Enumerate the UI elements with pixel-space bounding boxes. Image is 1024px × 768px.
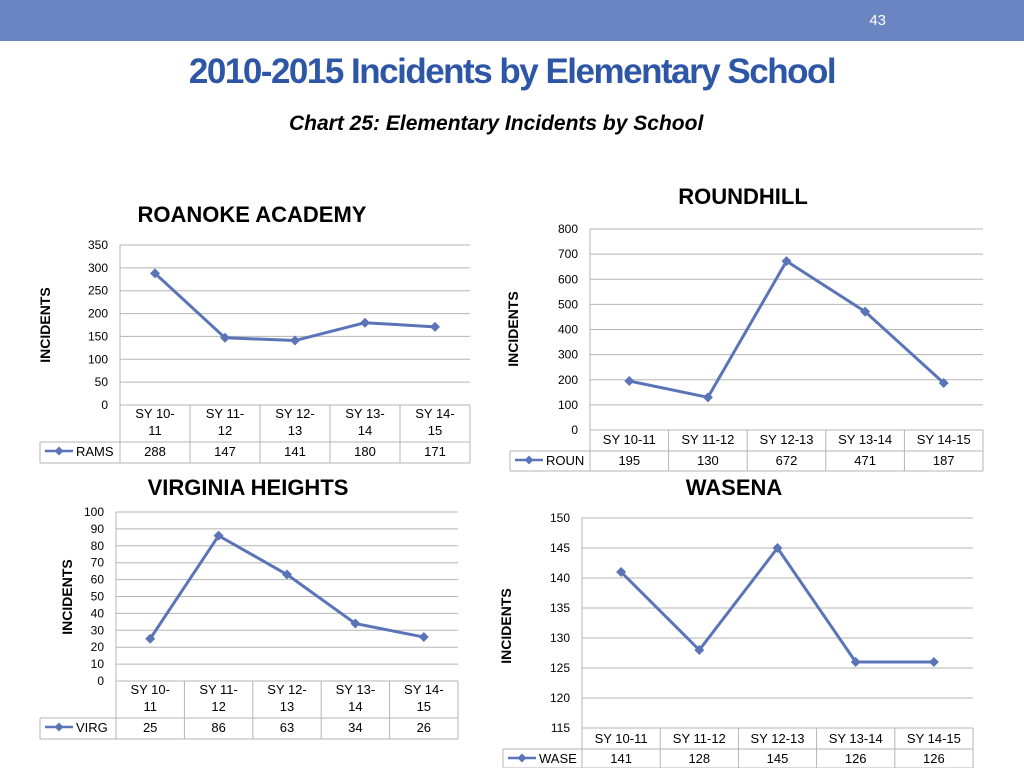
y-tick-label: 40	[90, 606, 104, 621]
y-tick-label: 500	[557, 297, 578, 312]
y-axis-label: INCIDENTS	[37, 287, 53, 363]
x-tick-label: SY 10-11	[594, 731, 648, 746]
x-tick-label: 13	[287, 423, 303, 438]
data-table-value: 128	[688, 751, 711, 766]
x-tick-label: SY 10-	[130, 682, 170, 697]
slide-subtitle: Chart 25: Elementary Incidents by School	[289, 112, 704, 135]
x-tick-label: SY 14-	[415, 406, 455, 421]
y-tick-label: 200	[557, 372, 578, 387]
y-tick-label: 60	[90, 572, 104, 587]
x-tick-label: 11	[148, 423, 162, 438]
y-tick-label: 140	[549, 571, 570, 585]
y-tick-label: 0	[97, 674, 104, 688]
x-tick-label: SY 12-13	[759, 432, 814, 447]
y-tick-label: 200	[87, 306, 108, 321]
y-tick-label: 50	[94, 375, 108, 390]
x-tick-label: SY 12-	[275, 406, 315, 421]
x-tick-label: SY 11-	[205, 406, 245, 421]
legend-label: ROUN	[546, 453, 585, 468]
series-line	[621, 548, 934, 662]
data-table-value: 171	[424, 444, 446, 459]
data-table-value: 141	[610, 751, 632, 766]
y-tick-label: 120	[549, 691, 570, 705]
y-tick-label: 300	[557, 347, 578, 362]
data-table-value: 126	[923, 751, 945, 766]
data-table-value: 187	[932, 453, 955, 468]
data-table-value: 25	[142, 720, 158, 735]
x-tick-label: SY 14-	[404, 682, 444, 697]
x-tick-label: SY 14-15	[916, 432, 971, 447]
data-table-value: 26	[416, 720, 432, 735]
y-tick-label: 135	[549, 601, 570, 615]
legend-marker	[518, 754, 527, 763]
chart-title: VIRGINIA HEIGHTS	[147, 475, 349, 500]
y-tick-label: 70	[90, 555, 104, 570]
x-tick-label: 12	[211, 699, 226, 714]
y-tick-label: 0	[101, 398, 108, 412]
legend-label: VIRG	[76, 720, 108, 735]
chart-title: ROUNDHILL	[678, 184, 808, 209]
x-tick-label: 14	[357, 423, 373, 438]
x-tick-label: SY 10-11	[602, 432, 656, 447]
x-tick-label: SY 13-	[335, 682, 376, 697]
legend-label: RAMS	[76, 444, 114, 459]
data-table-value: 86	[211, 720, 226, 735]
y-tick-label: 100	[87, 352, 108, 367]
data-table-value: 126	[844, 751, 867, 766]
y-tick-label: 115	[550, 721, 570, 735]
data-table-value: 180	[354, 444, 376, 459]
data-table-value: 147	[214, 444, 236, 459]
y-tick-label: 250	[87, 283, 108, 298]
data-table-value: 288	[144, 444, 166, 459]
x-tick-label: 15	[427, 423, 443, 438]
y-axis-label: INCIDENTS	[498, 588, 514, 664]
data-table-value: 141	[284, 444, 306, 459]
x-tick-label: SY 12-	[267, 682, 307, 697]
x-tick-label: 14	[348, 699, 363, 714]
chart-title: ROANOKE ACADEMY	[137, 202, 367, 227]
y-tick-label: 80	[90, 538, 104, 553]
y-tick-label: 10	[90, 657, 104, 672]
y-tick-label: 400	[557, 322, 578, 337]
x-tick-label: SY 11-	[199, 682, 238, 697]
y-axis-label: INCIDENTS	[59, 559, 75, 635]
y-tick-label: 100	[557, 397, 578, 412]
y-tick-label: 30	[90, 623, 104, 638]
y-tick-label: 100	[83, 505, 104, 519]
x-tick-label: SY 14-15	[906, 731, 961, 746]
data-table-value: 34	[348, 720, 363, 735]
x-tick-label: SY 13-14	[828, 731, 883, 746]
y-tick-label: 90	[90, 521, 104, 536]
x-tick-label: SY 12-13	[750, 731, 805, 746]
data-table-value: 63	[279, 720, 295, 735]
legend-label: WASE	[539, 751, 577, 766]
data-table-value: 471	[854, 453, 876, 468]
slide-title: 2010-2015 Incidents by Elementary School	[188, 52, 836, 91]
y-tick-label: 150	[549, 511, 570, 525]
y-tick-label: 125	[549, 661, 570, 675]
page-number: 43	[869, 12, 886, 29]
y-tick-label: 800	[557, 222, 578, 236]
x-tick-label: SY 10-	[135, 406, 175, 421]
chart-title: WASENA	[685, 475, 783, 500]
y-tick-label: 20	[90, 640, 104, 655]
x-tick-label: SY 13-	[345, 406, 385, 421]
y-tick-label: 0	[571, 423, 578, 437]
y-tick-label: 130	[549, 631, 570, 645]
y-axis-label: INCIDENTS	[505, 291, 521, 367]
y-tick-label: 145	[549, 541, 570, 555]
data-table-value: 195	[618, 453, 641, 468]
x-tick-label: 15	[416, 699, 432, 714]
data-table-value: 130	[697, 453, 719, 468]
x-tick-label: SY 13-14	[838, 432, 893, 447]
x-tick-label: 11	[143, 699, 157, 714]
x-tick-label: 13	[279, 699, 295, 714]
x-tick-label: SY 11-12	[681, 432, 735, 447]
data-point	[929, 657, 939, 667]
y-tick-label: 700	[557, 247, 578, 262]
y-tick-label: 350	[87, 238, 108, 252]
x-tick-label: 12	[217, 423, 233, 438]
x-tick-label: SY 11-12	[672, 731, 726, 746]
y-tick-label: 150	[87, 329, 108, 344]
data-table-value: 145	[766, 751, 789, 766]
data-table-value: 672	[775, 453, 798, 468]
y-tick-label: 300	[87, 260, 108, 275]
y-tick-label: 50	[90, 589, 104, 604]
y-tick-label: 600	[557, 272, 578, 287]
